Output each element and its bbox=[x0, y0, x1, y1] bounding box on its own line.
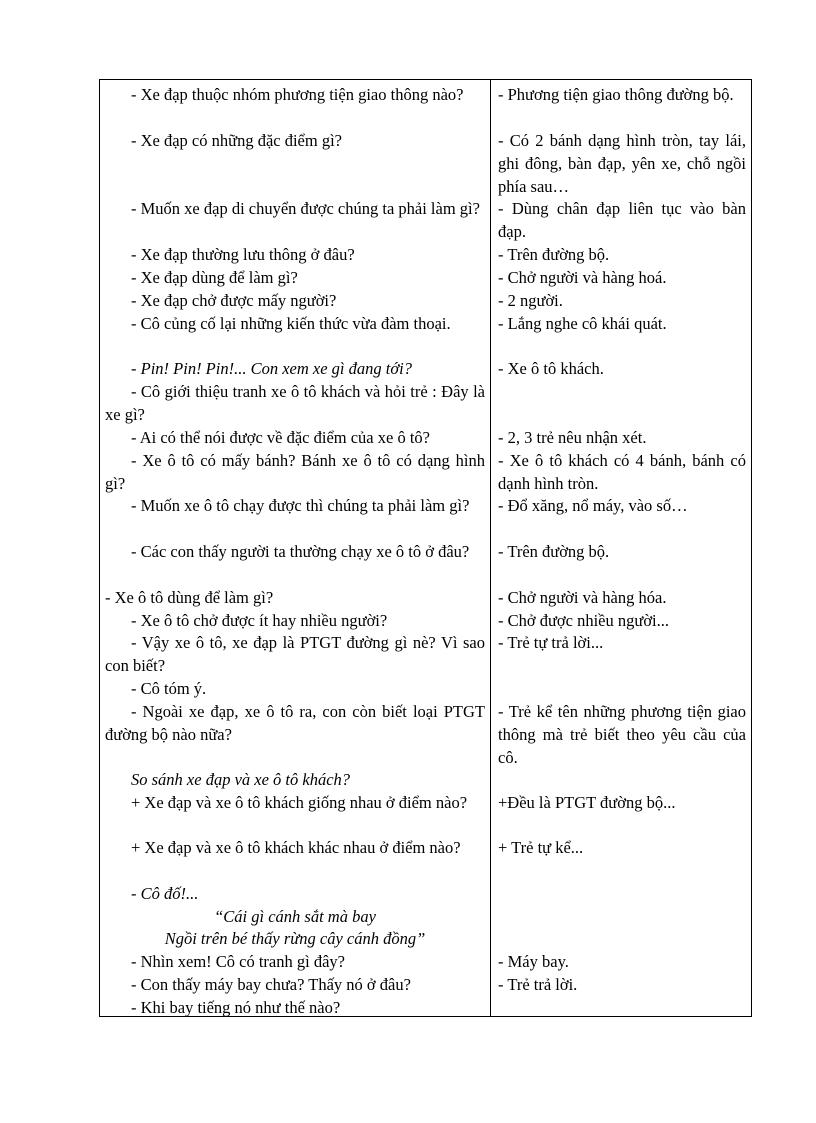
riddle-line: Ngồi trên bé thấy rừng cây cánh đồng” bbox=[164, 929, 426, 948]
left-line: - Cô củng cố lại những kiến thức vừa đàm thoại. bbox=[131, 314, 451, 333]
left-line: - Muốn xe đạp di chuyển được chúng ta phải làm gì? bbox=[131, 199, 480, 218]
right-line: - Có 2 bánh dạng hình tròn, tay lái, ghi đông, bàn đạp, yên xe, chỗ ngồi phía sau… bbox=[498, 131, 746, 196]
left-line: So sánh xe đạp và xe ô tô khách? bbox=[131, 770, 351, 789]
right-line: - Đổ xăng, nổ máy, vào số… bbox=[498, 496, 688, 515]
left-line: - Ngoài xe đạp, xe ô tô ra, con còn biết loại PTGT đường bộ nào nữa? bbox=[105, 702, 485, 744]
right-line: +Đều là PTGT đường bộ... bbox=[498, 793, 676, 812]
left-line: + Xe đạp và xe ô tô khách khác nhau ở điểm nào? bbox=[131, 838, 461, 857]
right-line: - Phương tiện giao thông đường bộ. bbox=[498, 85, 734, 104]
left-line: - Các con thấy người ta thường chạy xe ô tô ở đâu? bbox=[131, 542, 470, 561]
right-line: - Trẻ tự trả lời... bbox=[498, 633, 604, 652]
left-line: - Vậy xe ô tô, xe đạp là PTGT đường gì nè? Vì sao con biết? bbox=[105, 633, 485, 675]
riddle-line: “Cái gì cánh sắt mà bay bbox=[214, 907, 376, 926]
left-line: - Xe đạp chở được mấy người? bbox=[131, 291, 337, 310]
left-line: - Xe ô tô chở được ít hay nhiều người? bbox=[131, 611, 388, 630]
left-line: - Nhìn xem! Cô có tranh gì đây? bbox=[131, 952, 345, 971]
left-line: - Xe đạp có những đặc điểm gì? bbox=[131, 131, 342, 150]
right-line: + Trẻ tự kể... bbox=[498, 838, 584, 857]
right-line: - Chở người và hàng hóa. bbox=[498, 588, 667, 607]
right-line: - Máy bay. bbox=[498, 952, 569, 971]
right-line: - Trên đường bộ. bbox=[498, 542, 610, 561]
left-line: - Muốn xe ô tô chạy được thì chúng ta phải làm gì? bbox=[131, 496, 470, 515]
right-line: - 2, 3 trẻ nêu nhận xét. bbox=[498, 428, 647, 447]
left-line: - Ai có thể nói được về đặc điểm của xe ô tô? bbox=[131, 428, 430, 447]
right-line: - Dùng chân đạp liên tục vào bàn đạp. bbox=[498, 199, 746, 241]
lesson-table bbox=[99, 79, 752, 1017]
right-line: - Trẻ trả lời. bbox=[498, 975, 578, 994]
left-line: - Cô tóm ý. bbox=[131, 679, 207, 698]
left-line: - Cô đố!... bbox=[131, 884, 199, 903]
right-line: - Xe ô tô khách. bbox=[498, 359, 604, 378]
left-line: - Xe ô tô có mấy bánh? Bánh xe ô tô có dạng hình gì? bbox=[105, 451, 485, 493]
right-line: - 2 người. bbox=[498, 291, 563, 310]
left-line: - Xe đạp thuộc nhóm phương tiện giao thông nào? bbox=[131, 85, 464, 104]
left-line: + Xe đạp và xe ô tô khách giống nhau ở điểm nào? bbox=[131, 793, 468, 812]
left-line: - Xe đạp dùng để làm gì? bbox=[131, 268, 298, 287]
right-line: - Lắng nghe cô khái quát. bbox=[498, 314, 667, 333]
left-line: - Pin! Pin! Pin!... Con xem xe gì đang tới? bbox=[131, 359, 412, 378]
right-line: - Xe ô tô khách có 4 bánh, bánh có dạnh hình tròn. bbox=[498, 451, 746, 493]
left-line: - Xe đạp thường lưu thông ở đâu? bbox=[131, 245, 355, 264]
left-line: - Con thấy máy bay chưa? Thấy nó ở đâu? bbox=[131, 975, 411, 994]
column-divider bbox=[490, 80, 491, 1016]
right-line: - Trẻ kể tên những phương tiện giao thông mà trẻ biết theo yêu cầu của cô. bbox=[498, 702, 746, 767]
right-line: - Trên đường bộ. bbox=[498, 245, 610, 264]
left-line: - Xe ô tô dùng để làm gì? bbox=[105, 588, 274, 607]
left-line: - Cô giới thiệu tranh xe ô tô khách và hỏi trẻ : Đây là xe gì? bbox=[105, 382, 485, 424]
right-line: - Chở được nhiều người... bbox=[498, 611, 670, 630]
right-line: - Chở người và hàng hoá. bbox=[498, 268, 667, 287]
left-line: - Khi bay tiếng nó như thế nào? bbox=[131, 998, 341, 1017]
